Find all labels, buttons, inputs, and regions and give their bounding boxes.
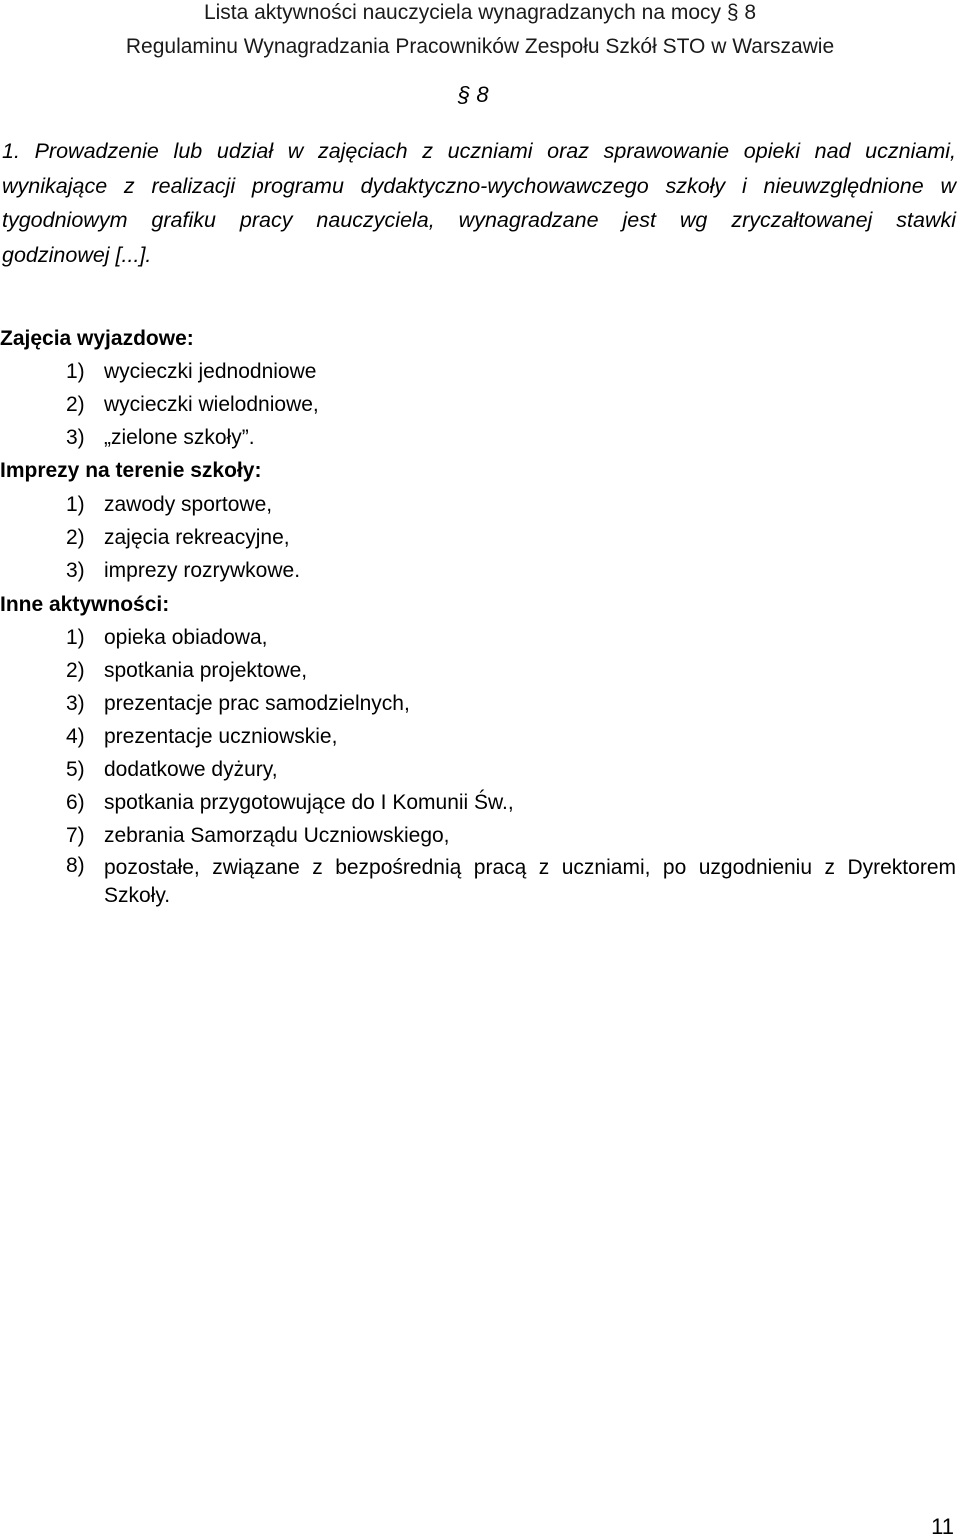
list-item xyxy=(0,852,956,910)
school-events-list xyxy=(0,488,956,587)
list-item-text: dodatkowe dyżury, xyxy=(104,758,278,781)
intro-line: wynikające z realizacji programu dydaktyczno-wychowawczego szkoły i nieuwzględnione w xyxy=(2,173,956,198)
list-item-number: 7) xyxy=(66,824,85,847)
list-item-text: pozostałe, związane z bezpośrednią pracą z uczniami, po uzgodnieniu z Dyrektorem Szkoły. xyxy=(104,856,956,907)
list-item xyxy=(0,388,956,421)
list-item-number: 3) xyxy=(66,559,85,582)
page-number: 11 xyxy=(931,1514,954,1539)
list-item-text: wycieczki wielodniowe, xyxy=(104,393,319,416)
heading-trip-activities: Zajęcia wyjazdowe: xyxy=(0,327,194,350)
other-activities-list xyxy=(0,621,956,910)
list-item-number: 3) xyxy=(66,426,85,449)
trip-activities-list xyxy=(0,355,956,454)
heading-school-events: Imprezy na terenie szkoły: xyxy=(0,459,262,482)
list-item-number: 2) xyxy=(66,526,85,549)
list-item-number: 2) xyxy=(66,393,85,416)
list-item xyxy=(0,421,956,454)
list-item-text: spotkania przygotowujące do I Komunii Św., xyxy=(104,791,514,814)
header-title-line-1: Lista aktywności nauczyciela wynagradzanych na mocy § 8 xyxy=(203,1,757,24)
list-item xyxy=(0,687,956,720)
list-item xyxy=(0,819,956,852)
list-item xyxy=(0,554,956,587)
list-item xyxy=(0,786,956,819)
intro-line: 1. Prowadzenie lub udział w zajęciach z uczniami oraz sprawowanie opieki nad uczniami, xyxy=(2,139,956,163)
list-item-text: spotkania projektowe, xyxy=(104,659,308,682)
list-item xyxy=(0,654,956,687)
list-item-number: 1) xyxy=(66,360,85,383)
intro-line: tygodniowym grafiku pracy nauczyciela, wynagradzane jest wg zryczałtowanej stawki xyxy=(2,208,956,232)
list-item-text: prezentacje prac samodzielnych, xyxy=(104,692,410,715)
list-item-text: „zielone szkoły”. xyxy=(104,426,255,449)
list-item-number: 8) xyxy=(66,854,85,877)
list-item xyxy=(0,355,956,388)
list-item-text: zawody sportowe, xyxy=(104,493,273,516)
list-item xyxy=(0,753,956,786)
header-title-line-2: Regulaminu Wynagradzania Pracowników Zespołu Szkół STO w Warszawie xyxy=(125,35,835,58)
list-item-number: 5) xyxy=(66,758,85,781)
list-item-text: zebrania Samorządu Uczniowskiego, xyxy=(104,824,450,847)
list-item xyxy=(0,488,956,521)
list-item xyxy=(0,621,956,654)
intro-paragraph xyxy=(2,134,956,272)
list-item-number: 1) xyxy=(66,626,85,649)
list-item xyxy=(0,521,956,554)
list-item-number: 4) xyxy=(66,725,85,748)
list-item-text: zajęcia rekreacyjne, xyxy=(104,526,290,549)
list-item-text: opieka obiadowa, xyxy=(104,626,268,649)
list-item-number: 3) xyxy=(66,692,85,715)
section-mark: § 8 xyxy=(458,82,489,107)
list-item-text: wycieczki jednodniowe xyxy=(104,360,317,383)
list-item xyxy=(0,720,956,753)
intro-line: godzinowej [...]. xyxy=(2,242,152,267)
list-item-number: 2) xyxy=(66,659,85,682)
list-item-number: 6) xyxy=(66,791,85,814)
list-item-text: prezentacje uczniowskie, xyxy=(104,725,338,748)
heading-other-activities: Inne aktywności: xyxy=(0,593,170,616)
list-item-text: imprezy rozrywkowe. xyxy=(104,559,301,582)
list-item-number: 1) xyxy=(66,493,85,516)
